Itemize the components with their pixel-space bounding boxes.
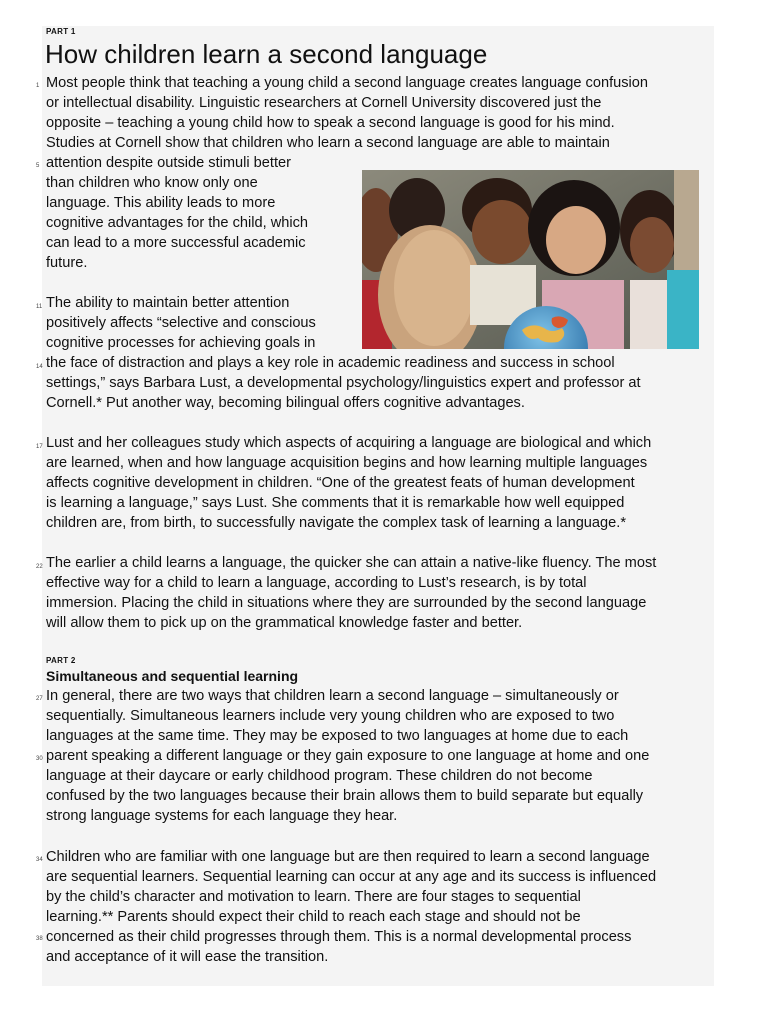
line-number: 27 (36, 696, 43, 702)
line-number: 34 (36, 857, 43, 863)
text-line: by the child’s character and motivation to learn. There are four stages to sequential (46, 889, 581, 905)
text-line: can lead to a more successful academic (46, 235, 306, 251)
text-line: In general, there are two ways that children learn a second language – simultaneously or (46, 688, 619, 704)
line-number: 30 (36, 756, 43, 762)
line-number: 14 (36, 364, 43, 370)
text-line: will allow them to pick up on the grammatical knowledge faster and better. (46, 615, 523, 631)
text-line: parent speaking a different language or they gain exposure to one language at home and one (46, 748, 650, 764)
part1-label: PART 1 (46, 27, 76, 36)
text-line: immersion. Placing the child in situations where they are surrounded by the second language (46, 595, 647, 611)
children-globe-photo (362, 170, 699, 349)
text-line: positively affects “selective and conscious (46, 315, 316, 331)
text-line: opposite – teaching a young child how to speak a second language is good for his mind. (46, 115, 615, 131)
text-line: or intellectual disability. Linguistic researchers at Cornell University discovered just the (46, 95, 602, 111)
text-line: are sequential learners. Sequential learning can occur at any age and its success is influenced (46, 869, 657, 885)
text-line: attention despite outside stimuli better (46, 155, 291, 171)
article-title: How children learn a second language (45, 39, 488, 69)
text-line: languages at the same time. They may be exposed to two languages at home due to each (46, 728, 629, 744)
text-line: effective way for a child to learn a language, according to Lust’s research, is by total (46, 575, 587, 591)
text-line: the face of distraction and plays a key role in academic readiness and success in school (46, 355, 615, 371)
text-line: settings,” says Barbara Lust, a developmental psychology/linguistics expert and professor at (46, 375, 641, 391)
text-line: strong language systems for each language they hear. (46, 808, 398, 824)
text-line: concerned as their child progresses through them. This is a normal developmental process (46, 929, 632, 945)
text-line: cognitive processes for achieving goals in (46, 335, 316, 351)
text-line: language at their daycare or early childhood program. These children do not become (46, 768, 593, 784)
text-line: and acceptance of it will ease the transition. (46, 949, 329, 965)
text-line: Most people think that teaching a young child a second language creates language confusion (46, 75, 649, 91)
text-line: cognitive advantages for the child, which (46, 215, 309, 231)
children-globe-illustration (362, 170, 699, 349)
text-line: than children who know only one (46, 175, 258, 191)
section-heading: Simultaneous and sequential learning (46, 668, 299, 684)
line-number: 38 (36, 936, 43, 942)
text-line: sequentially. Simultaneous learners include very young children who are exposed to two (46, 708, 615, 724)
text-line: Studies at Cornell show that children who learn a second language are able to maintain (46, 135, 610, 151)
text-line: The earlier a child learns a language, the quicker she can attain a native-like fluency. The most (46, 555, 657, 571)
line-number: 5 (36, 163, 40, 169)
text-line: are learned, when and how language acquisition begins and how learning multiple languages (46, 455, 648, 471)
text-line: is learning a language,” says Lust. She comments that it is remarkable how well equipped (46, 495, 625, 511)
line-number: 1 (36, 83, 40, 89)
text-line: children are, from birth, to successfully navigate the complex task of learning a language.* (46, 515, 627, 531)
text-line: learning.** Parents should expect their child to reach each stage and should not be (46, 909, 581, 925)
line-number: 22 (36, 564, 43, 570)
text-line: confused by the two languages because their brain allows them to build separate but equally (46, 788, 644, 804)
text-line: Cornell.* Put another way, becoming bilingual offers cognitive advantages. (46, 395, 525, 411)
text-line: language. This ability leads to more (46, 195, 276, 211)
line-number: 17 (36, 444, 43, 450)
line-number: 11 (36, 304, 43, 310)
text-line: The ability to maintain better attention (46, 295, 290, 311)
text-line: future. (46, 255, 88, 271)
text-line: Children who are familiar with one language but are then required to learn a second language (46, 849, 650, 865)
text-line: affects cognitive development in children. “One of the greatest feats of human development (46, 475, 635, 491)
part2-label: PART 2 (46, 656, 76, 665)
text-line: Lust and her colleagues study which aspects of acquiring a language are biological and which (46, 435, 652, 451)
